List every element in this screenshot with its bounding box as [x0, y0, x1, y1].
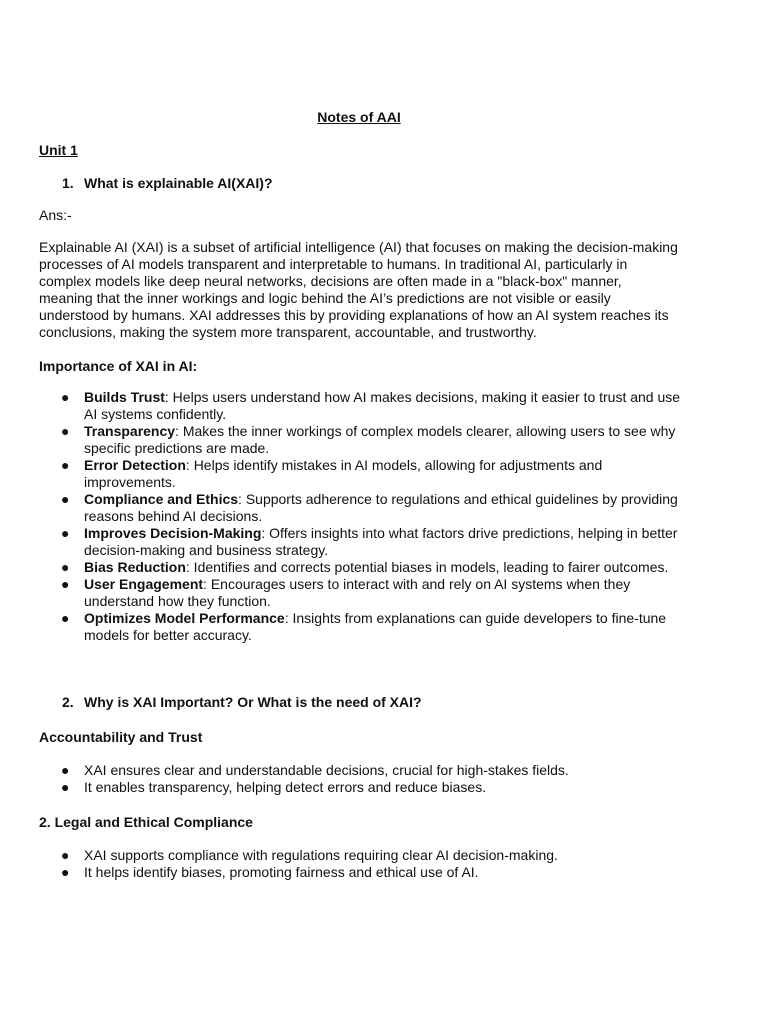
importance-item	[0, 525, 684, 559]
question-1-text: What is explainable AI(XAI)?	[84, 175, 273, 191]
importance-heading: Importance of XAI in AI:	[39, 358, 198, 374]
importance-item-term: Error Detection	[84, 457, 186, 473]
legal-list	[0, 847, 768, 881]
importance-item	[0, 491, 684, 525]
importance-item-term: Compliance and Ethics	[84, 491, 239, 507]
section-legal-heading: 2. Legal and Ethical Compliance	[39, 814, 253, 830]
question-1	[62, 175, 273, 192]
bullet-icon: ●	[61, 762, 70, 778]
importance-item-term: Improves Decision-Making	[84, 525, 262, 541]
importance-item-term: Optimizes Model Performance	[84, 610, 285, 626]
importance-item-term: Bias Reduction	[84, 559, 186, 575]
importance-item-term: Builds Trust	[84, 389, 165, 405]
importance-item-desc: : Insights from explanations can guide developers to fine-tune models for better accuracy.	[84, 610, 667, 643]
importance-item-term: Transparency	[84, 423, 176, 439]
accountability-list	[0, 762, 768, 796]
page-title: Notes of AAI	[317, 109, 401, 125]
bullet-icon: ●	[61, 525, 70, 541]
bullet-icon: ●	[61, 559, 70, 575]
importance-item-desc: : Helps identify mistakes in AI models, allowing for adjustments and improvements.	[84, 457, 603, 490]
answer-label: Ans:-	[39, 207, 72, 223]
section-accountability-heading: Accountability and Trust	[39, 729, 203, 745]
legal-item	[0, 864, 684, 881]
bullet-icon: ●	[61, 389, 70, 405]
importance-item-term: User Engagement	[84, 576, 204, 592]
accountability-item	[0, 762, 684, 779]
bullet-icon: ●	[61, 576, 70, 592]
importance-item-desc: : Helps users understand how AI makes decisions, making it easier to trust and use AI systems confidently.	[84, 389, 681, 422]
question-2-text: Why is XAI Important? Or What is the need of XAI?	[84, 694, 422, 710]
importance-item-desc: : Identifies and corrects potential biases in models, leading to fairer outcomes.	[185, 559, 669, 575]
importance-item-desc: : Offers insights into what factors drive predictions, helping in better decision-making and business strategy.	[84, 525, 678, 558]
importance-item-desc: : Supports adherence to regulations and ethical guidelines by providing reasons behind AI decisions.	[84, 491, 678, 524]
legal-item-text: XAI supports compliance with regulations requiring clear AI decision-making.	[84, 847, 558, 863]
question-2	[62, 694, 422, 711]
accountability-item-text: XAI ensures clear and understandable decisions, crucial for high-stakes fields.	[84, 762, 569, 778]
importance-item-desc: : Makes the inner workings of complex models clearer, allowing users to see why specific predictions are made.	[84, 423, 676, 456]
importance-list	[0, 389, 768, 644]
question-2-number: 2.	[62, 694, 74, 710]
unit-heading: Unit 1	[39, 142, 78, 158]
importance-item	[0, 389, 684, 423]
bullet-icon: ●	[61, 864, 70, 880]
bullet-icon: ●	[61, 610, 70, 626]
legal-item-text: It helps identify biases, promoting fairness and ethical use of AI.	[84, 864, 479, 880]
bullet-icon: ●	[61, 457, 70, 473]
answer-paragraph: Explainable AI (XAI) is a subset of artificial intelligence (AI) that focuses on making the decision-making processes of AI models transparent and interpretable to humans. In traditional AI, particularly in complex models like deep neural networks, decisions are often made in a "black-box" manner, meaning that the inner workings and logic behind the AI’s predictions are not visible or easily understood by humans. XAI addresses this by providing explanations of how an AI system reaches its conclusions, making the system more transparent, accountable, and trustworthy.	[39, 239, 678, 340]
importance-item-desc: : Encourages users to interact with and rely on AI systems when they understand how they function.	[84, 576, 631, 609]
bullet-icon: ●	[61, 423, 70, 439]
accountability-item-text: It enables transparency, helping detect errors and reduce biases.	[84, 779, 487, 795]
importance-item	[0, 423, 684, 457]
question-1-number: 1.	[62, 175, 74, 191]
bullet-icon: ●	[61, 779, 70, 795]
importance-item	[0, 576, 684, 610]
legal-item	[0, 847, 684, 864]
importance-item	[0, 559, 684, 576]
importance-item	[0, 610, 684, 644]
bullet-icon: ●	[61, 847, 70, 863]
bullet-icon: ●	[61, 491, 70, 507]
importance-item	[0, 457, 684, 491]
accountability-item	[0, 779, 684, 796]
